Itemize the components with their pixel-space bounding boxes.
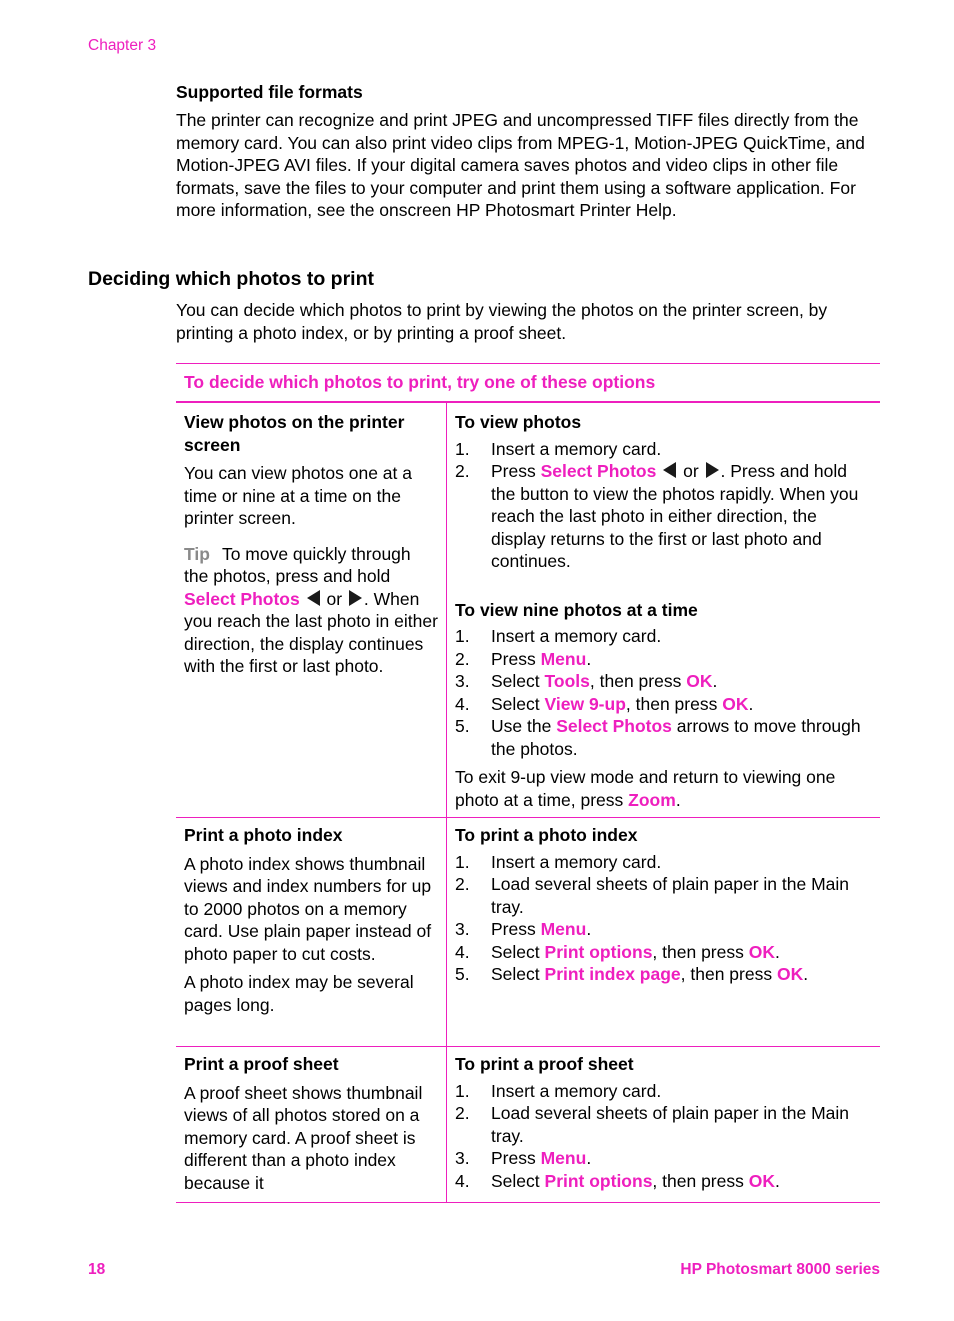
step-item: 3. Select Tools, then press OK. xyxy=(455,671,718,691)
step-item: 3. Press Menu. xyxy=(455,919,592,939)
ok-keyword: OK xyxy=(686,671,713,691)
page-number: 18 xyxy=(88,1261,106,1278)
step-item: 2. Press Menu. xyxy=(455,648,592,669)
options-table xyxy=(176,363,880,1203)
options-table-heading: To decide which photos to print, try one of these options xyxy=(176,364,880,402)
procedure-title: To print a photo index xyxy=(455,825,638,845)
menu-keyword: Menu xyxy=(540,919,587,939)
tip-label: Tip xyxy=(184,543,210,564)
chapter-label: Chapter 3 xyxy=(88,37,157,54)
step-item: 2. Load several sheets of plain paper in the Main tray. xyxy=(455,1103,850,1146)
select-photos-keyword: Select Photos xyxy=(556,716,672,736)
row-right-cell xyxy=(447,1047,880,1202)
zoom-keyword: Zoom xyxy=(628,789,676,810)
ok-keyword: OK xyxy=(748,941,775,962)
row-description: A photo index may be several pages long. xyxy=(184,972,414,1015)
step-item: 1. Insert a memory card. xyxy=(455,851,662,872)
row-description: You can view photos one at a time or nine at a time on the printer screen. xyxy=(184,463,412,528)
row-description: A photo index shows thumbnail views and index numbers for up to 2000 photos on a memory card. Use plain paper instead of photo paper to cut costs. xyxy=(184,853,432,964)
print-index-page-keyword: Print index page xyxy=(544,964,681,984)
row-left-cell xyxy=(176,1047,447,1202)
procedure-steps xyxy=(455,438,872,573)
view-9-up-keyword: View 9-up xyxy=(544,693,626,714)
ok-keyword: OK xyxy=(748,1170,775,1191)
tip-paragraph: Tip To move quickly through the photos, press and hold Select Photos or . When you reach the last photo in either direction, the display continues with the first or last photo. xyxy=(184,543,438,676)
print-options-keyword: Print options xyxy=(544,1170,653,1191)
section-body-deciding: You can decide which photos to print by viewing the photos on the printer screen, by printing a photo index, or by printing a proof sheet. xyxy=(176,300,828,343)
row-title: Print a proof sheet xyxy=(184,1054,339,1074)
procedure-title: To print a proof sheet xyxy=(455,1054,634,1074)
ok-keyword: OK xyxy=(776,964,804,984)
left-arrow-icon xyxy=(663,462,676,478)
procedure-title: To view photos xyxy=(455,412,582,432)
ok-keyword: OK xyxy=(722,693,749,714)
row-left-cell xyxy=(176,818,447,1046)
section-body-supported: The printer can recognize and print JPEG and uncompressed TIFF files directly from the memory card. You can also print video clips from MPEG-1, Motion-JPEG QuickTime, and Motion-JPEG AVI files. If your digital camera saves photos and video clips in other file formats, save the files to your computer and print them using a software application. For more information, see the onscreen HP Photosmart Printer Help. xyxy=(176,110,865,220)
row-left-cell xyxy=(176,403,447,817)
step-item: 3. Press Menu. xyxy=(455,1148,592,1168)
procedure-steps xyxy=(455,851,872,986)
table-row-view xyxy=(176,402,880,817)
procedure-steps xyxy=(455,625,872,760)
step-item: 2. Press Select Photos or . Press and hold the button to view the photos rapidly. When you reach the last photo in either direction, the display returns to the first or last photo and continues. xyxy=(455,461,859,571)
step-item: 2. Load several sheets of plain paper in the Main tray. xyxy=(455,874,850,917)
step-item: 5. Use the Select Photos arrows to move through the photos. xyxy=(455,716,861,759)
left-arrow-icon xyxy=(307,590,320,606)
step-item: 1. Insert a memory card. xyxy=(455,438,662,459)
row-title: Print a photo index xyxy=(184,825,343,845)
exit-note: To exit 9-up view mode and return to viewing one photo at a time, press Zoom. xyxy=(455,767,836,810)
menu-keyword: Menu xyxy=(540,648,587,669)
step-item: 4. Select Print options, then press OK. xyxy=(455,941,780,962)
step-item: 1. Insert a memory card. xyxy=(455,1080,662,1101)
table-row-index xyxy=(176,817,880,1046)
right-arrow-icon xyxy=(706,462,719,478)
row-right-cell xyxy=(447,818,880,1046)
procedure-title: To view nine photos at a time xyxy=(455,599,698,620)
tools-keyword: Tools xyxy=(544,671,590,691)
select-photos-keyword: Select Photos xyxy=(540,461,657,481)
print-options-keyword: Print options xyxy=(544,941,653,962)
footer-title: HP Photosmart 8000 series xyxy=(680,1261,880,1278)
procedure-steps xyxy=(455,1080,872,1193)
row-title: View photos on the printer screen xyxy=(184,412,405,455)
menu-keyword: Menu xyxy=(540,1148,587,1168)
step-item: 5. Select Print index page, then press OK. xyxy=(455,964,809,984)
section-title-supported: Supported file formats xyxy=(176,82,363,102)
row-description: A proof sheet shows thumbnail views of all photos stored on a memory card. A proof sheet is different than a photo index because it xyxy=(184,1082,423,1193)
row-right-cell xyxy=(447,403,880,817)
section-title-deciding: Deciding which photos to print xyxy=(88,268,374,290)
select-photos-keyword: Select Photos xyxy=(184,588,300,609)
table-row-proof xyxy=(176,1046,880,1202)
step-item: 1. Insert a memory card. xyxy=(455,626,662,646)
right-arrow-icon xyxy=(349,590,362,606)
step-item: 4. Select View 9-up, then press OK. xyxy=(455,693,754,714)
step-item: 4. Select Print options, then press OK. xyxy=(455,1170,780,1191)
